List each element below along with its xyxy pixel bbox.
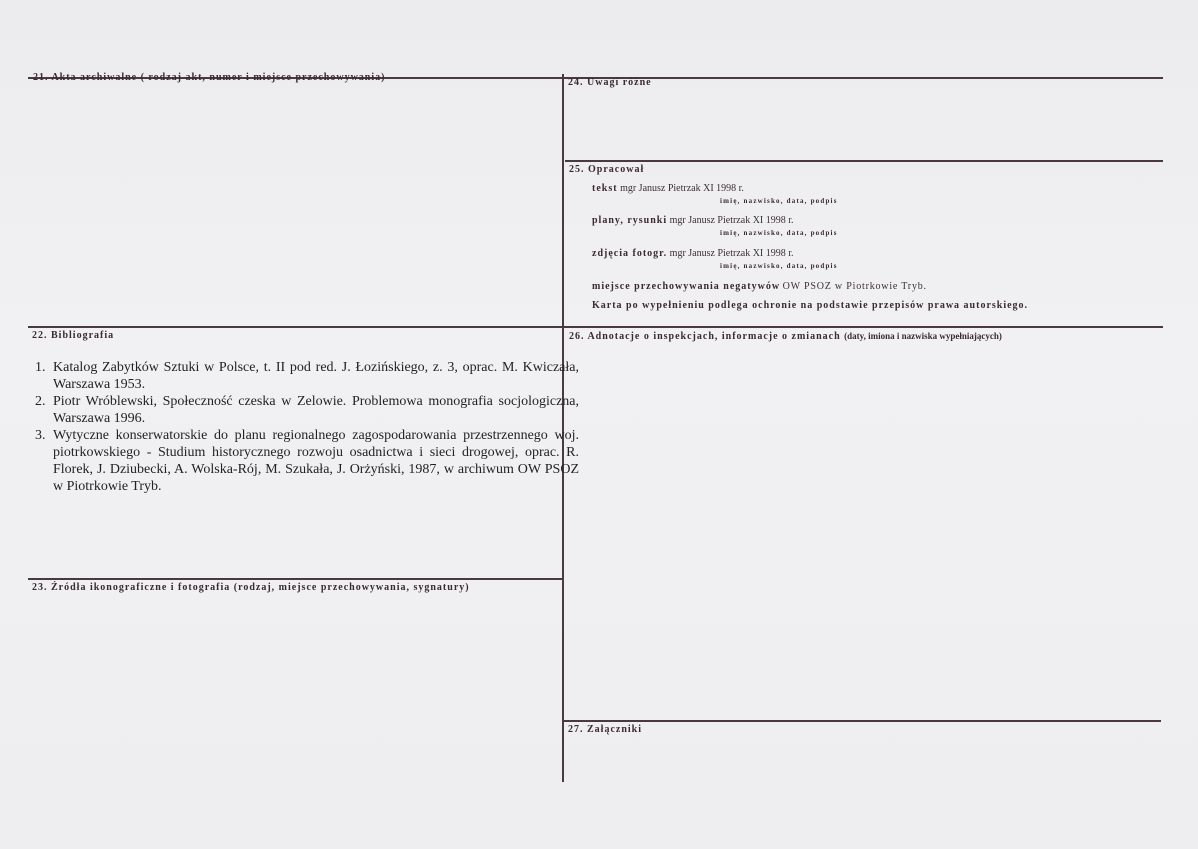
prepared-row-plans	[592, 215, 794, 226]
bibliography-list	[28, 359, 579, 495]
label-26-inspection-notes	[569, 331, 1002, 342]
bibliography-item: 2. Piotr Wróblewski, Społeczność czeska w Zelowie. Problemowa monografia socjologiczna, Warszawa 1996.	[49, 393, 579, 427]
prepared-row-key: tekst	[592, 183, 618, 194]
rule-23	[28, 578, 563, 580]
prepared-row-photos	[592, 248, 794, 259]
prepared-row-hint: imię, nazwisko, data, podpis	[720, 197, 838, 205]
label-22-bibliography: 22. Bibliografia	[32, 330, 115, 341]
bibliography-item: 3. Wytyczne konserwatorskie do planu regionalnego zagospodarowania przestrzennego woj. piotrkowskiego - Studium historycznego rozwoju osadnictwa i sieci drogowej, oprac. R. Florek, J. Dziubecki, A. Wolska-Rój, M. Szukała, J. Orżyński, 1987, w archiwum OW PSOZ w Piotrkowie Tryb.	[49, 427, 579, 495]
prepared-row-key: zdjęcia fotogr.	[592, 248, 668, 259]
label-26-small: (daty, imiona i nazwiska wypełniających)	[844, 331, 1002, 341]
negatives-value: OW PSOZ w Piotrkowie Tryb.	[782, 281, 927, 292]
rule-27	[563, 720, 1161, 722]
prepared-row-key: plany, rysunki	[592, 215, 668, 226]
label-27-attachments: 27. Załączniki	[568, 724, 643, 735]
label-23-iconographic-sources: 23. Źródła ikonograficzne i fotografia (rodzaj, miejsce przechowywania, sygnatury)	[32, 582, 470, 593]
bibliography-item: 1. Katalog Zabytków Sztuki w Polsce, t. II pod red. J. Łozińskiego, z. 3, oprac. M. Kwiczała, Warszawa 1953.	[49, 359, 579, 393]
prepared-row-value: mgr Janusz Pietrzak XI 1998 r.	[620, 183, 744, 194]
negatives-label: miejsce przechowywania negatywów	[592, 281, 781, 292]
prepared-row-hint: imię, nazwisko, data, podpis	[720, 229, 838, 237]
label-26-main: 26. Adnotacje o inspekcjach, informacje o zmianach	[569, 331, 841, 342]
label-21-archival-files: 21. Akta archiwalne ( rodzaj akt, numer i miejsce przechowywania)	[33, 72, 386, 83]
prepared-row-value: mgr Janusz Pietrzak XI 1998 r.	[669, 248, 794, 259]
negatives-storage	[592, 281, 927, 292]
rule-25	[565, 160, 1163, 162]
copyright-notice: Karta po wypełnieniu podlega ochronie na podstawie przepisów prawa autorskiego.	[592, 300, 1029, 311]
label-25-prepared-by: 25. Opracował	[569, 164, 645, 175]
label-24-remarks: 24. Uwagi różne	[568, 77, 652, 88]
rule-22-26	[28, 326, 1163, 328]
prepared-row-value: mgr Janusz Pietrzak XI 1998 r.	[669, 215, 794, 226]
prepared-row-hint: imię, nazwisko, data, podpis	[720, 262, 838, 270]
prepared-row-text	[592, 183, 744, 194]
